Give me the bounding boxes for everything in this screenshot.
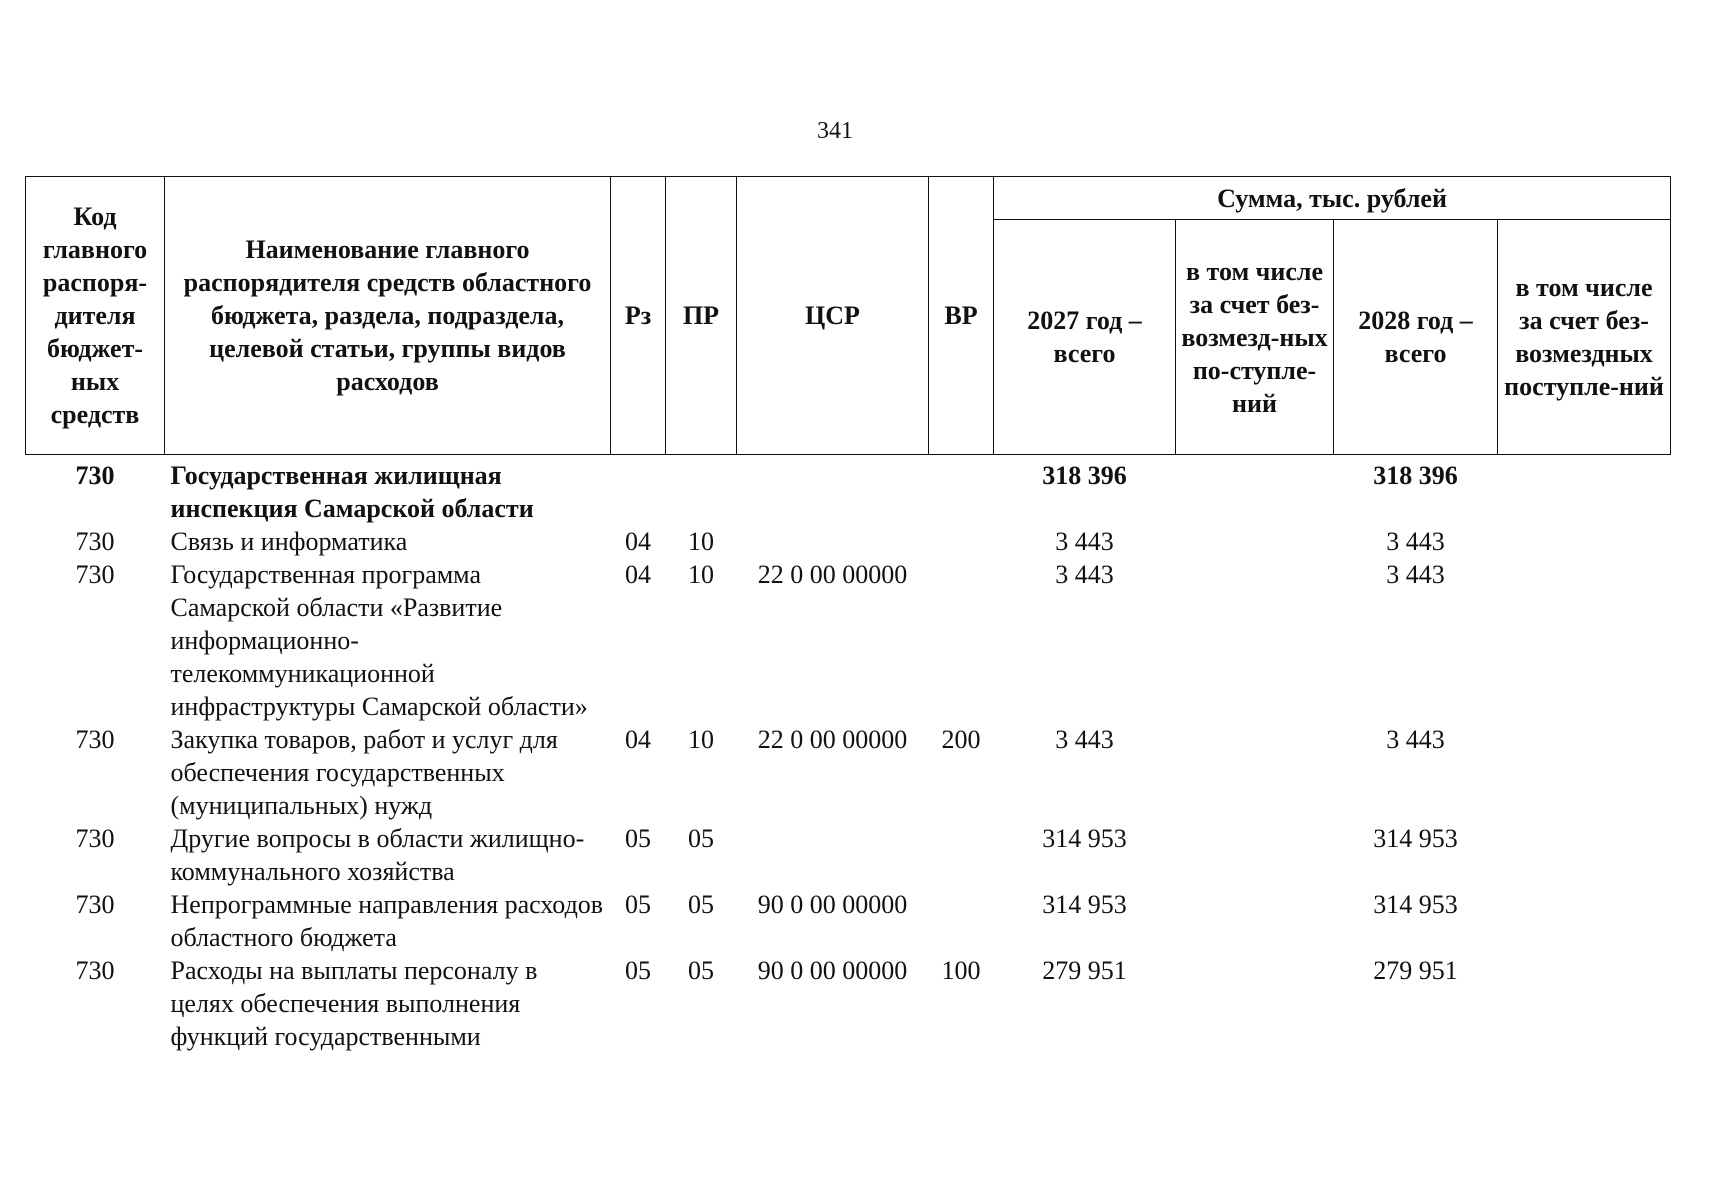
table-row — [26, 455, 1671, 526]
header-vr: ВР — [929, 177, 994, 455]
cell-name: Государственная жилищная инспекция Самарской области — [170, 461, 534, 523]
cell-rz — [611, 455, 666, 526]
cell-2027-total: 318 396 — [1042, 461, 1127, 490]
table-row — [26, 888, 1671, 954]
cell-rz: 04 — [625, 527, 651, 556]
cell-name: Связь и информатика — [170, 527, 408, 556]
cell-pr: 05 — [688, 824, 714, 853]
cell-code: 730 — [75, 824, 115, 853]
cell-2028-grants — [1498, 455, 1671, 526]
cell-code: 730 — [75, 890, 115, 919]
cell-code: 730 — [75, 527, 115, 556]
cell-csr — [737, 455, 929, 526]
header-2028-grants: в том числе за счет без-возмездных поступле-ний — [1498, 220, 1671, 455]
cell-code: 730 — [75, 461, 115, 490]
cell-2027-grants — [1176, 822, 1334, 888]
cell-2027-total: 279 951 — [1042, 956, 1127, 985]
budget-table — [25, 176, 1671, 1053]
cell-code: 730 — [75, 560, 115, 589]
cell-name: Другие вопросы в области жилищно-коммунального хозяйства — [170, 824, 585, 886]
cell-2028-total: 314 953 — [1373, 824, 1458, 853]
cell-2027-grants — [1176, 954, 1334, 1053]
cell-2028-grants — [1498, 822, 1671, 888]
header-2027-total: 2027 год – всего — [994, 220, 1176, 455]
cell-2028-total: 318 396 — [1373, 461, 1458, 490]
page-number: 341 — [817, 118, 853, 144]
cell-2027-total: 3 443 — [1055, 560, 1114, 589]
table-header — [26, 177, 1671, 455]
table-body — [26, 455, 1671, 1054]
cell-csr: 22 0 00 00000 — [757, 725, 908, 754]
cell-2027-total: 3 443 — [1055, 527, 1114, 556]
cell-pr: 10 — [688, 527, 714, 556]
header-sum-group: Сумма, тыс. рублей — [994, 177, 1671, 220]
cell-2028-total: 3 443 — [1386, 560, 1445, 589]
cell-pr — [666, 455, 737, 526]
header-rz: Рз — [611, 177, 666, 455]
table-row — [26, 954, 1671, 1053]
table-row — [26, 723, 1671, 822]
cell-vr — [929, 822, 994, 888]
cell-rz: 05 — [625, 824, 651, 853]
cell-pr: 05 — [688, 890, 714, 919]
cell-2028-grants — [1498, 888, 1671, 954]
table-row — [26, 822, 1671, 888]
cell-2027-grants — [1176, 723, 1334, 822]
cell-2028-total: 279 951 — [1373, 956, 1458, 985]
cell-name: Непрограммные направления расходов областного бюджета — [170, 890, 604, 952]
cell-rz: 05 — [625, 890, 651, 919]
cell-2028-total: 314 953 — [1373, 890, 1458, 919]
cell-vr: 100 — [941, 956, 981, 985]
cell-vr — [929, 888, 994, 954]
header-code: Код главного распоря-дителя бюджет-ных средств — [26, 177, 165, 455]
cell-rz: 04 — [625, 560, 651, 589]
table-row — [26, 558, 1671, 723]
cell-2028-total: 3 443 — [1386, 527, 1445, 556]
cell-csr: 22 0 00 00000 — [757, 560, 908, 589]
cell-code: 730 — [75, 956, 115, 985]
cell-csr: 90 0 00 00000 — [757, 890, 908, 919]
cell-2027-total: 3 443 — [1055, 725, 1114, 754]
cell-2027-grants — [1176, 455, 1334, 526]
cell-name: Закупка товаров, работ и услуг для обеспечения государственных (муниципальных) нужд — [170, 725, 558, 820]
cell-2027-total: 314 953 — [1042, 824, 1127, 853]
cell-code: 730 — [75, 725, 115, 754]
cell-2028-grants — [1498, 525, 1671, 558]
cell-name: Государственная программа Самарской области «Развитие информационно-телекоммуникационной инфраструктуры Самарской области» — [170, 560, 588, 721]
cell-pr: 05 — [688, 956, 714, 985]
header-name: Наименование главного распорядителя средств областного бюджета, раздела, подраздела, целевой статьи, группы видов расходов — [165, 177, 611, 455]
cell-csr: 90 0 00 00000 — [757, 956, 908, 985]
cell-2028-total: 3 443 — [1386, 725, 1445, 754]
cell-pr: 10 — [688, 560, 714, 589]
cell-csr — [737, 525, 929, 558]
cell-csr — [737, 822, 929, 888]
cell-2028-grants — [1498, 558, 1671, 723]
header-2027-grants: в том числе за счет без-возмезд-ных по-ступле-ний — [1176, 220, 1334, 455]
cell-2028-grants — [1498, 723, 1671, 822]
cell-vr — [929, 525, 994, 558]
cell-vr — [929, 455, 994, 526]
header-2028-total: 2028 год – всего — [1334, 220, 1498, 455]
cell-vr: 200 — [941, 725, 981, 754]
header-pr: ПР — [666, 177, 737, 455]
table-row — [26, 525, 1671, 558]
cell-2027-grants — [1176, 525, 1334, 558]
cell-name: Расходы на выплаты персоналу в целях обеспечения выполнения функций государственными — [170, 956, 538, 1051]
cell-2028-grants — [1498, 954, 1671, 1053]
cell-2027-grants — [1176, 558, 1334, 723]
cell-2027-grants — [1176, 888, 1334, 954]
cell-pr: 10 — [688, 725, 714, 754]
cell-rz: 04 — [625, 725, 651, 754]
cell-rz: 05 — [625, 956, 651, 985]
header-csr: ЦСР — [737, 177, 929, 455]
cell-vr — [929, 558, 994, 723]
cell-2027-total: 314 953 — [1042, 890, 1127, 919]
